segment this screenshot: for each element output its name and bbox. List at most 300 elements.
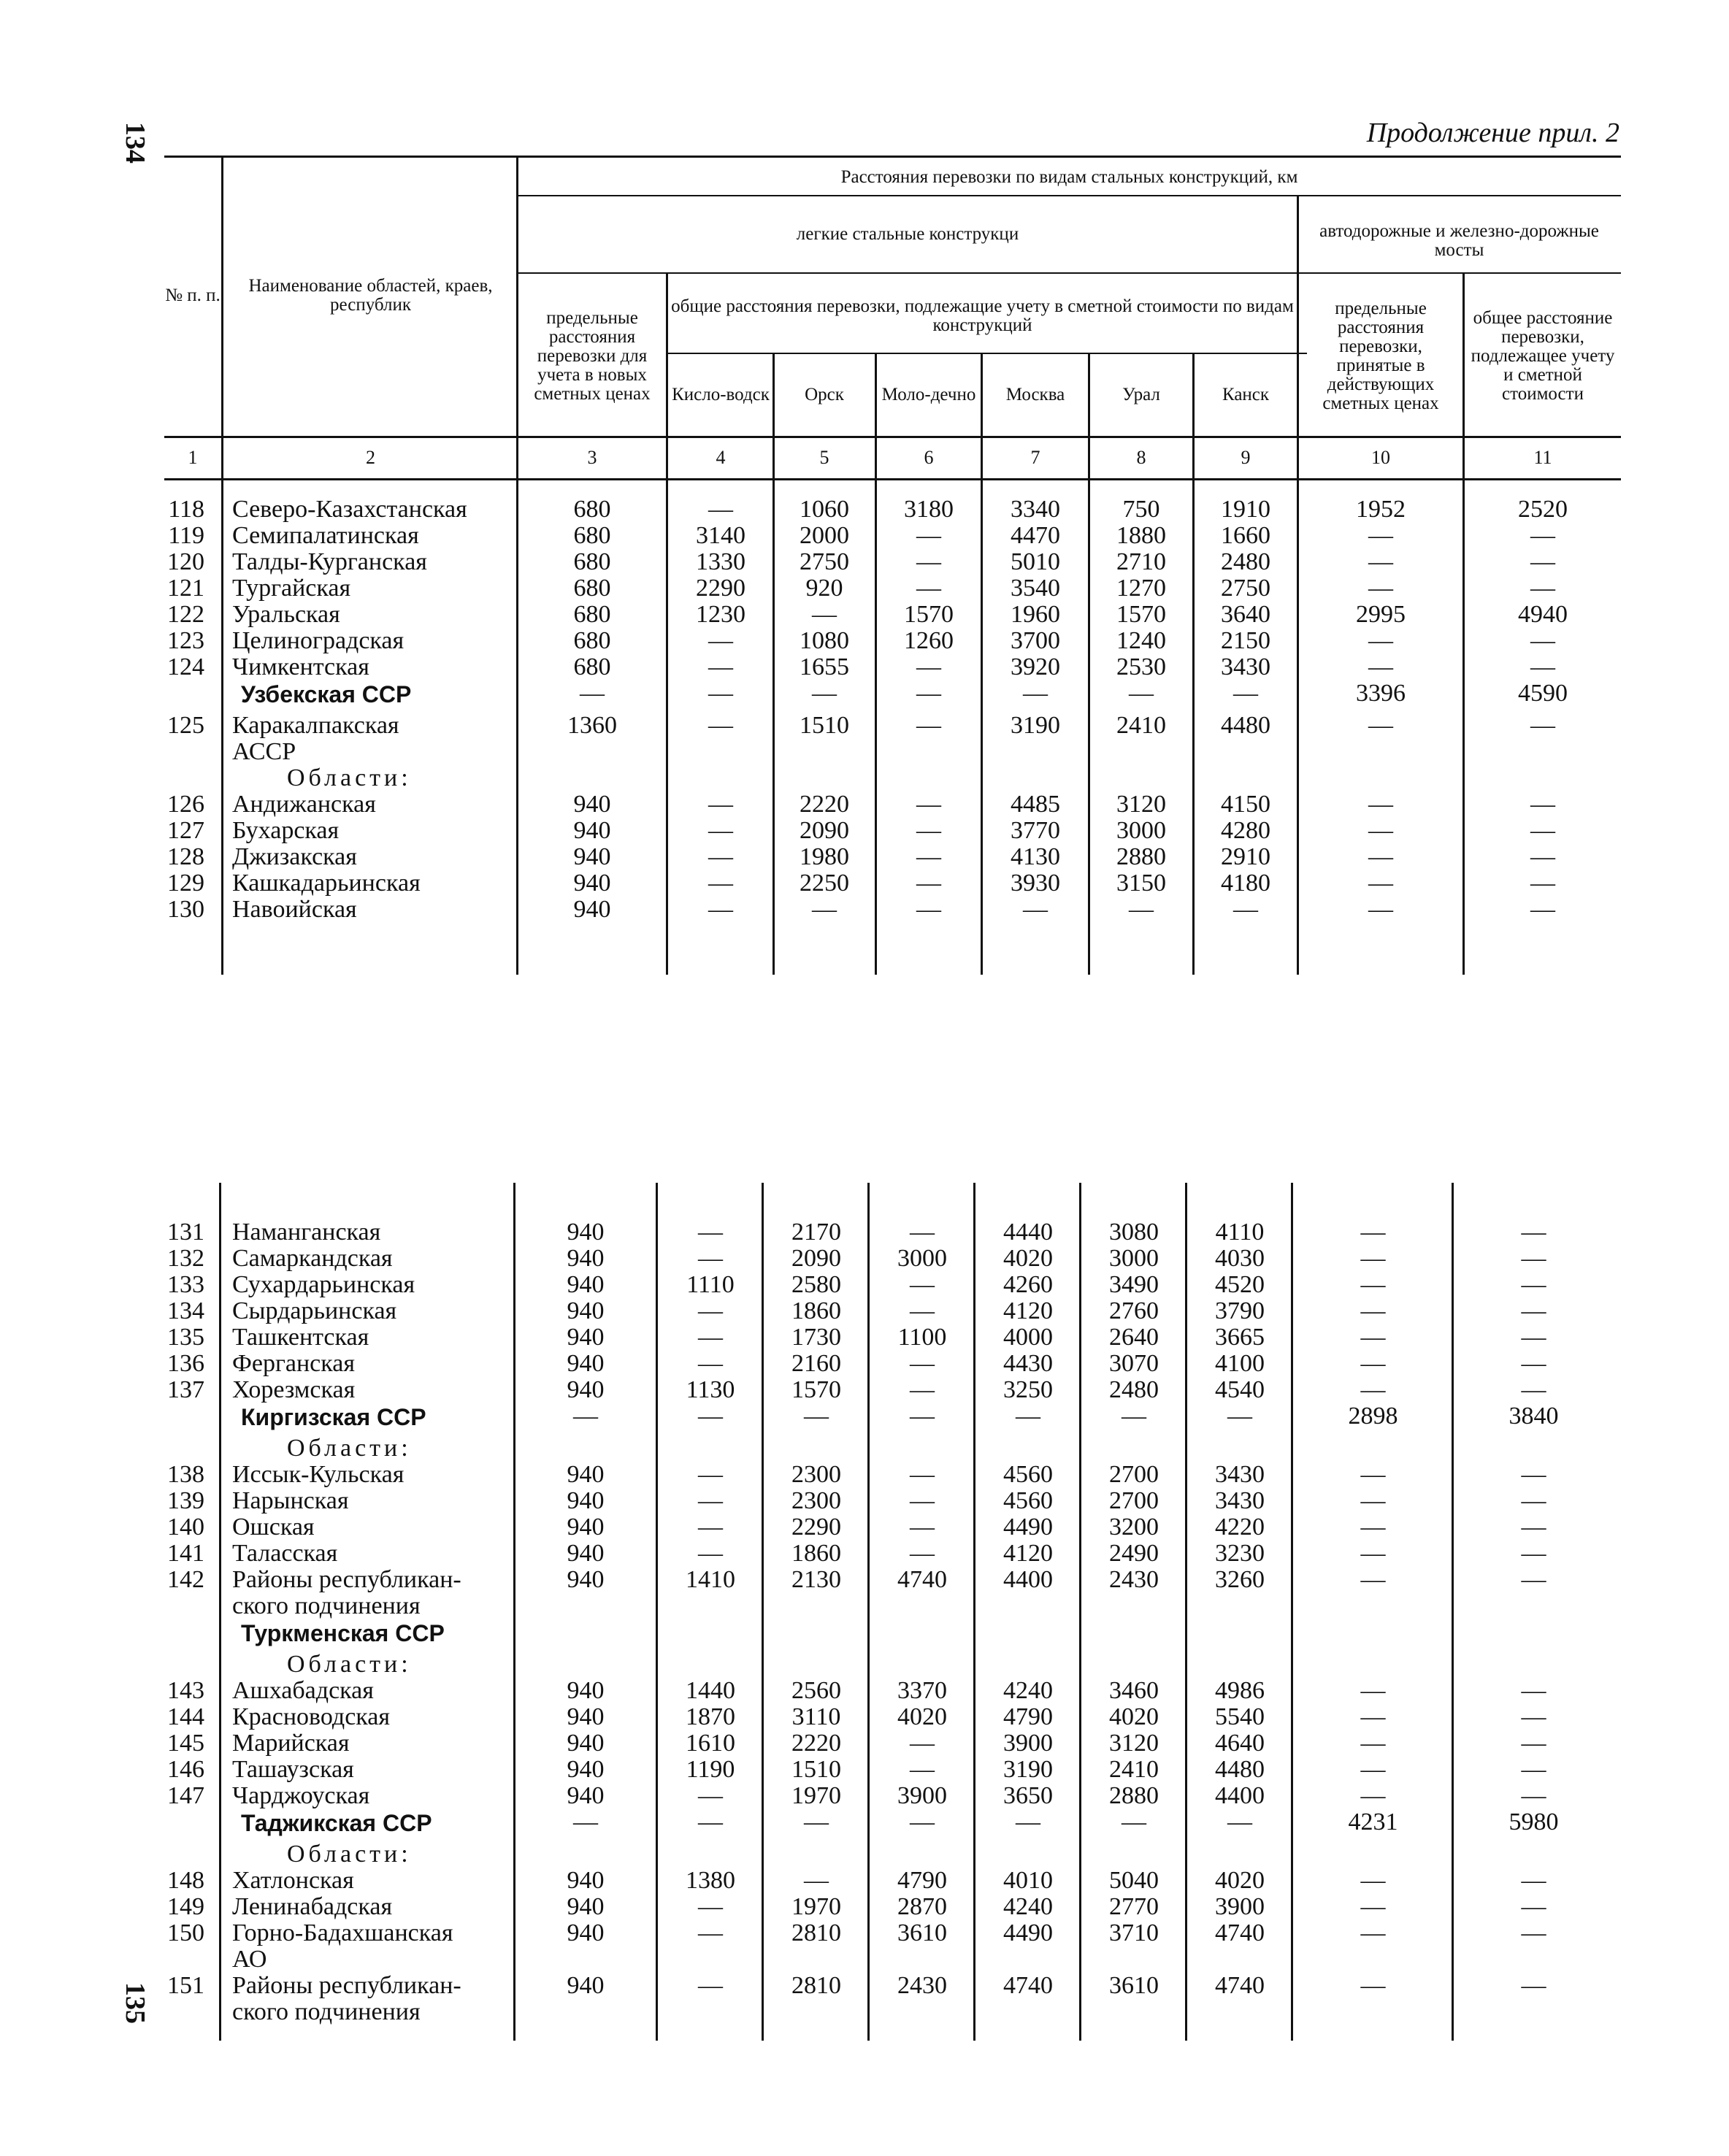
cell-value: 3260 — [1215, 1566, 1265, 1593]
column-number: 10 — [1371, 447, 1390, 468]
cell-value: — — [1360, 1703, 1386, 1730]
cell-value: — — [910, 1376, 935, 1403]
cell-value: 4120 — [1003, 1540, 1053, 1567]
row-number: 123 — [167, 627, 204, 654]
cell-value: 3920 — [1011, 653, 1060, 680]
cell-value: 940 — [567, 1487, 605, 1514]
cell-value: — — [1530, 843, 1555, 870]
region-name: Андижанская — [232, 791, 376, 818]
cell-value: — — [910, 1540, 935, 1567]
cell-value: — — [1521, 1297, 1546, 1324]
cell-value: 3150 — [1116, 870, 1166, 897]
row-number: 138 — [167, 1461, 204, 1488]
cell-value: 940 — [567, 1376, 605, 1403]
cell-value: 4260 — [1003, 1271, 1053, 1298]
row-number: 148 — [167, 1867, 204, 1894]
column-number: 7 — [1030, 447, 1040, 468]
cell-value: 1260 — [904, 627, 954, 654]
cell-value: — — [916, 896, 941, 923]
cell-value: — — [708, 843, 733, 870]
cell-value: 3930 — [1011, 870, 1060, 897]
cell-value: 940 — [573, 870, 611, 897]
cell-value: — — [698, 1540, 723, 1567]
header-group-light: легкие стальные конструкци — [796, 224, 1019, 244]
cell-value: — — [1521, 1867, 1546, 1894]
cell-value: 4940 — [1518, 601, 1568, 628]
row-number: 127 — [167, 817, 204, 844]
region-name: Самаркандская — [232, 1245, 393, 1272]
cell-value: — — [812, 896, 837, 923]
region-name: Ташаузская — [232, 1756, 354, 1783]
cell-value: — — [916, 548, 941, 575]
cell-value: — — [1122, 1808, 1146, 1835]
cell-value: 2090 — [791, 1245, 841, 1272]
cell-value: 4740 — [1215, 1972, 1265, 1999]
cell-value: 3396 — [1356, 680, 1406, 707]
region-name: Ошская — [232, 1514, 315, 1541]
region-name: Уральская — [232, 601, 340, 628]
row-number: 125 — [167, 712, 204, 739]
cell-value: — — [804, 1808, 829, 1835]
cell-value: 3490 — [1109, 1271, 1159, 1298]
cell-value: 940 — [567, 1756, 605, 1783]
row-number: 140 — [167, 1514, 204, 1541]
page-number-bottom: 135 — [120, 1982, 150, 2024]
cell-value: 2160 — [791, 1350, 841, 1377]
region-name: Ферганская — [232, 1350, 356, 1377]
region-name: Наманганская — [232, 1219, 381, 1246]
cell-value: 2430 — [897, 1972, 947, 1999]
cell-value: — — [1521, 1271, 1546, 1298]
cell-value: — — [698, 1972, 723, 1999]
section-label: Области: — [287, 764, 412, 791]
cell-value: 2770 — [1109, 1893, 1159, 1920]
cell-value: 940 — [567, 1245, 605, 1272]
cell-value: — — [1360, 1756, 1386, 1783]
cell-value: 1570 — [904, 601, 954, 628]
cell-value: 3665 — [1215, 1324, 1265, 1351]
cell-value: 4020 — [1109, 1703, 1159, 1730]
cell-value: 4490 — [1003, 1514, 1053, 1541]
republic-name: Узбекская ССР — [241, 681, 412, 707]
cell-value: 4130 — [1011, 843, 1060, 870]
cell-value: — — [1521, 1730, 1546, 1757]
cell-value: — — [916, 870, 941, 897]
row-number: 139 — [167, 1487, 204, 1514]
cell-value: — — [1360, 1893, 1386, 1920]
cell-value: 940 — [567, 1919, 605, 1946]
cell-value: — — [708, 653, 733, 680]
header-col4: Кисло-водск — [672, 385, 770, 404]
header-group-bridges: автодорожные и железно-дорожные мосты — [1319, 221, 1599, 260]
cell-value: 4520 — [1215, 1271, 1265, 1298]
cell-value: — — [916, 653, 941, 680]
cell-value: 2700 — [1109, 1461, 1159, 1488]
region-name: Иссык-Кульская — [232, 1461, 405, 1488]
cell-value: — — [1360, 1219, 1386, 1246]
cell-value: 3000 — [1109, 1245, 1159, 1272]
row-number: 135 — [167, 1324, 204, 1351]
cell-value: 940 — [573, 896, 611, 923]
cell-value: 2250 — [800, 870, 849, 897]
republic-name: Туркменская ССР — [241, 1620, 445, 1646]
cell-value: — — [916, 522, 941, 549]
cell-value: 1660 — [1221, 522, 1270, 549]
cell-value: 1510 — [791, 1756, 841, 1783]
cell-value: — — [1521, 1919, 1546, 1946]
cell-value: — — [1530, 653, 1555, 680]
cell-value: 1980 — [800, 843, 849, 870]
cell-value: 1130 — [686, 1376, 735, 1403]
row-number: 132 — [167, 1245, 204, 1272]
cell-value: 4220 — [1215, 1514, 1265, 1541]
cell-value: — — [1360, 1540, 1386, 1567]
row-number: 124 — [167, 653, 204, 680]
cell-value: 3840 — [1508, 1403, 1559, 1430]
row-number: 146 — [167, 1756, 204, 1783]
cell-value: — — [1521, 1540, 1546, 1567]
cell-value: 2480 — [1109, 1376, 1159, 1403]
cell-value: 2490 — [1109, 1540, 1159, 1567]
cell-value: — — [1360, 1487, 1386, 1514]
cell-value: 4240 — [1003, 1893, 1053, 1920]
cell-value: — — [708, 817, 733, 844]
cell-value: 2290 — [696, 575, 745, 602]
region-name: Семипалатинская — [232, 522, 419, 549]
region-name: Горно-Бадахшанская — [232, 1919, 453, 1946]
cell-value: 4030 — [1215, 1245, 1265, 1272]
cell-value: 940 — [567, 1677, 605, 1704]
row-number: 144 — [167, 1703, 204, 1730]
cell-value: 4110 — [1215, 1219, 1265, 1246]
cell-value: 940 — [567, 1782, 605, 1809]
cell-value: — — [1360, 1271, 1386, 1298]
cell-value: 1610 — [686, 1730, 735, 1757]
cell-value: 2870 — [897, 1893, 947, 1920]
cell-value: 5040 — [1109, 1867, 1159, 1894]
cell-value: 1570 — [1116, 601, 1166, 628]
cell-value: 3080 — [1109, 1219, 1159, 1246]
cell-value: 4480 — [1221, 712, 1270, 739]
cell-value: 940 — [567, 1566, 605, 1593]
cell-value: 2880 — [1109, 1782, 1159, 1809]
cell-value: 3180 — [904, 496, 954, 523]
cell-value: 1910 — [1221, 496, 1270, 523]
cell-value: — — [910, 1730, 935, 1757]
cell-value: — — [1360, 1245, 1386, 1272]
cell-value: — — [1368, 843, 1393, 870]
cell-value: 940 — [567, 1730, 605, 1757]
cell-value: — — [708, 680, 733, 707]
cell-value: 3430 — [1215, 1487, 1265, 1514]
cell-value: — — [1368, 817, 1393, 844]
row-number: 150 — [167, 1919, 204, 1946]
continuation-title: Продолжение прил. 2 — [1366, 118, 1619, 148]
cell-value: — — [708, 791, 733, 818]
row-number: 126 — [167, 791, 204, 818]
cell-value: 4740 — [1215, 1919, 1265, 1946]
cell-value: 3120 — [1109, 1730, 1159, 1757]
cell-value: 2290 — [791, 1514, 841, 1541]
cell-value: 1360 — [567, 712, 617, 739]
cell-value: 4100 — [1215, 1350, 1265, 1377]
cell-value: — — [1360, 1782, 1386, 1809]
cell-value: — — [1530, 522, 1555, 549]
cell-value: 680 — [573, 548, 611, 575]
cell-value: — — [1233, 680, 1258, 707]
cell-value: — — [708, 870, 733, 897]
cell-value: — — [910, 1219, 935, 1246]
cell-value: 3610 — [1109, 1972, 1159, 1999]
cell-value: — — [1360, 1919, 1386, 1946]
region-name: Каракалпакская — [232, 712, 399, 739]
cell-value: 940 — [567, 1271, 605, 1298]
header-col8: Урал — [1122, 385, 1160, 404]
cell-value: 3000 — [897, 1245, 947, 1272]
cell-value: 1080 — [800, 627, 849, 654]
cell-value: — — [1521, 1487, 1546, 1514]
row-number: 128 — [167, 843, 204, 870]
cell-value: 2130 — [791, 1566, 841, 1593]
cell-value: — — [1360, 1376, 1386, 1403]
cell-value: 4000 — [1003, 1324, 1053, 1351]
cell-value: — — [1530, 896, 1555, 923]
cell-value: 4560 — [1003, 1461, 1053, 1488]
section-label: Области: — [287, 1435, 412, 1462]
cell-value: 680 — [573, 653, 611, 680]
cell-value: — — [1521, 1461, 1546, 1488]
region-name: Ташкентская — [232, 1324, 369, 1351]
cell-value: — — [698, 1350, 723, 1377]
cell-value: — — [1129, 680, 1154, 707]
cell-value: — — [910, 1403, 935, 1430]
cell-value: 4020 — [1003, 1245, 1053, 1272]
cell-value: 1870 — [686, 1703, 735, 1730]
cell-value: — — [1360, 1730, 1386, 1757]
cell-value: 2700 — [1109, 1487, 1159, 1514]
region-name: Кашкадарьинская — [232, 870, 421, 897]
region-name: Хатлонская — [232, 1867, 354, 1894]
cell-value: — — [698, 1487, 723, 1514]
cell-value: 3770 — [1011, 817, 1060, 844]
cell-value: 1230 — [696, 601, 745, 628]
cell-value: — — [708, 712, 733, 739]
cell-value: 1380 — [686, 1867, 735, 1894]
cell-value: 940 — [567, 1461, 605, 1488]
cell-value: — — [1122, 1403, 1146, 1430]
cell-value: — — [1360, 1972, 1386, 1999]
cell-value: 2520 — [1518, 496, 1568, 523]
cell-value: 2150 — [1221, 627, 1270, 654]
cell-value: 4560 — [1003, 1487, 1053, 1514]
cell-value: — — [573, 1808, 598, 1835]
cell-value: 2910 — [1221, 843, 1270, 870]
cell-value: 4540 — [1215, 1376, 1265, 1403]
cell-value: 1880 — [1116, 522, 1166, 549]
column-number: 4 — [716, 447, 726, 468]
column-number: 8 — [1136, 447, 1146, 468]
cell-value: 2220 — [791, 1730, 841, 1757]
cell-value: 2898 — [1348, 1403, 1398, 1430]
page-number-top: 134 — [120, 122, 150, 164]
cell-value: 4470 — [1011, 522, 1060, 549]
region-name: Красноводская — [232, 1703, 391, 1730]
region-name-line2: АССР — [232, 738, 296, 765]
row-number: 141 — [167, 1540, 204, 1567]
cell-value: — — [1521, 1756, 1546, 1783]
section-label: Области: — [287, 1841, 412, 1868]
cell-value: 4150 — [1221, 791, 1270, 818]
cell-value: 940 — [567, 1972, 605, 1999]
cell-value: — — [1023, 896, 1048, 923]
header-group-top: Расстояния перевозки по видам стальных конструкций, км — [840, 166, 1298, 187]
cell-value: — — [698, 1403, 723, 1430]
cell-value: — — [1360, 1566, 1386, 1593]
region-name: Навоийская — [232, 896, 357, 923]
cell-value: — — [910, 1350, 935, 1377]
row-number: 119 — [168, 522, 204, 549]
cell-value: — — [1521, 1782, 1546, 1809]
cell-value: — — [708, 496, 733, 523]
cell-value: — — [1530, 575, 1555, 602]
cell-value: 4020 — [1215, 1867, 1265, 1894]
cell-value: 3710 — [1109, 1919, 1159, 1946]
cell-value: — — [916, 791, 941, 818]
cell-value: 3610 — [897, 1919, 947, 1946]
cell-value: 4010 — [1003, 1867, 1053, 1894]
cell-value: 5540 — [1215, 1703, 1265, 1730]
cell-value: — — [1521, 1514, 1546, 1541]
cell-value: 2995 — [1356, 601, 1406, 628]
cell-value: — — [804, 1403, 829, 1430]
region-name-line2: АО — [232, 1946, 267, 1973]
cell-value: — — [698, 1461, 723, 1488]
cell-value: 4480 — [1215, 1756, 1265, 1783]
cell-value: 3540 — [1011, 575, 1060, 602]
region-name-line2: ского подчинения — [232, 1592, 421, 1619]
cell-value: 4180 — [1221, 870, 1270, 897]
cell-value: — — [916, 843, 941, 870]
cell-value: — — [1368, 548, 1393, 575]
cell-value: 3460 — [1109, 1677, 1159, 1704]
cell-value: — — [1227, 1808, 1252, 1835]
cell-value: 3110 — [791, 1703, 841, 1730]
cell-value: — — [698, 1808, 723, 1835]
region-name: Джизакская — [232, 843, 357, 870]
cell-value: 2480 — [1221, 548, 1270, 575]
header-col11: общее расстояние перевозки, подлежащее учету и сметной стоимости — [1471, 307, 1615, 404]
cell-value: 1570 — [791, 1376, 841, 1403]
cell-value: 4490 — [1003, 1919, 1053, 1946]
cell-value: — — [1023, 680, 1048, 707]
cell-value: — — [698, 1514, 723, 1541]
cell-value: — — [1521, 1245, 1546, 1272]
region-name: Нарынская — [232, 1487, 349, 1514]
cell-value: 1190 — [686, 1756, 735, 1783]
cell-value: 4485 — [1011, 791, 1060, 818]
cell-value: 2750 — [800, 548, 849, 575]
column-number: 9 — [1241, 447, 1251, 468]
cell-value: — — [1521, 1324, 1546, 1351]
cell-value: — — [1129, 896, 1154, 923]
header-col9: Канск — [1222, 385, 1270, 404]
cell-value: 1510 — [800, 712, 849, 739]
cell-value: — — [580, 680, 605, 707]
cell-value: 2750 — [1221, 575, 1270, 602]
cell-value: 4400 — [1215, 1782, 1265, 1809]
cell-value: 920 — [805, 575, 843, 602]
cell-value: — — [698, 1324, 723, 1351]
cell-value: 1970 — [791, 1782, 841, 1809]
cell-value: 940 — [567, 1893, 605, 1920]
cell-value: — — [1360, 1677, 1386, 1704]
cell-value: 3250 — [1003, 1376, 1053, 1403]
region-name: Бухарская — [232, 817, 340, 844]
cell-value: — — [812, 680, 837, 707]
cell-value: 2810 — [791, 1972, 841, 1999]
region-name: Чимкентская — [232, 653, 369, 680]
cell-value: 680 — [573, 601, 611, 628]
cell-value: — — [1521, 1893, 1546, 1920]
row-number: 120 — [167, 548, 204, 575]
row-number: 151 — [167, 1972, 204, 1999]
cell-value: 3640 — [1221, 601, 1270, 628]
cell-value: 3190 — [1011, 712, 1060, 739]
cell-value: — — [1360, 1461, 1386, 1488]
cell-value: — — [1360, 1297, 1386, 1324]
row-number: 122 — [167, 601, 204, 628]
cell-value: — — [1360, 1324, 1386, 1351]
cell-value: — — [1368, 627, 1393, 654]
cell-value: — — [1521, 1376, 1546, 1403]
row-number: 145 — [167, 1730, 204, 1757]
cell-value: 2220 — [800, 791, 849, 818]
cell-value: — — [1368, 653, 1393, 680]
cell-value: 2300 — [791, 1487, 841, 1514]
cell-value: 940 — [573, 843, 611, 870]
cell-value: — — [1530, 791, 1555, 818]
header-col3: предельные расстояния перевозки для учета в новых сметных ценах — [534, 307, 651, 404]
cell-value: 680 — [573, 627, 611, 654]
region-name: Районы республикан- — [232, 1566, 461, 1593]
region-name: Таласская — [232, 1540, 338, 1567]
cell-value: — — [916, 575, 941, 602]
region-name: Тургайская — [232, 575, 351, 602]
cell-value: 940 — [567, 1324, 605, 1351]
cell-value: — — [1360, 1867, 1386, 1894]
cell-value: 2810 — [791, 1919, 841, 1946]
cell-value: — — [910, 1271, 935, 1298]
cell-value: 3340 — [1011, 496, 1060, 523]
cell-value: — — [1530, 817, 1555, 844]
cell-value: — — [1368, 575, 1393, 602]
cell-value: 680 — [573, 522, 611, 549]
cell-value: — — [1360, 1514, 1386, 1541]
cell-value: 3230 — [1215, 1540, 1265, 1567]
cell-value: 1110 — [686, 1271, 735, 1298]
cell-value: 3790 — [1215, 1297, 1265, 1324]
cell-value: — — [1521, 1566, 1546, 1593]
republic-name: Киргизская ССР — [241, 1404, 426, 1430]
cell-value: 3120 — [1116, 791, 1166, 818]
cell-value: — — [910, 1514, 935, 1541]
cell-value: 3070 — [1109, 1350, 1159, 1377]
cell-value: 750 — [1122, 496, 1160, 523]
cell-value: 2300 — [791, 1461, 841, 1488]
cell-value: 3140 — [696, 522, 745, 549]
cell-value: 5010 — [1011, 548, 1060, 575]
cell-value: — — [1016, 1403, 1040, 1430]
